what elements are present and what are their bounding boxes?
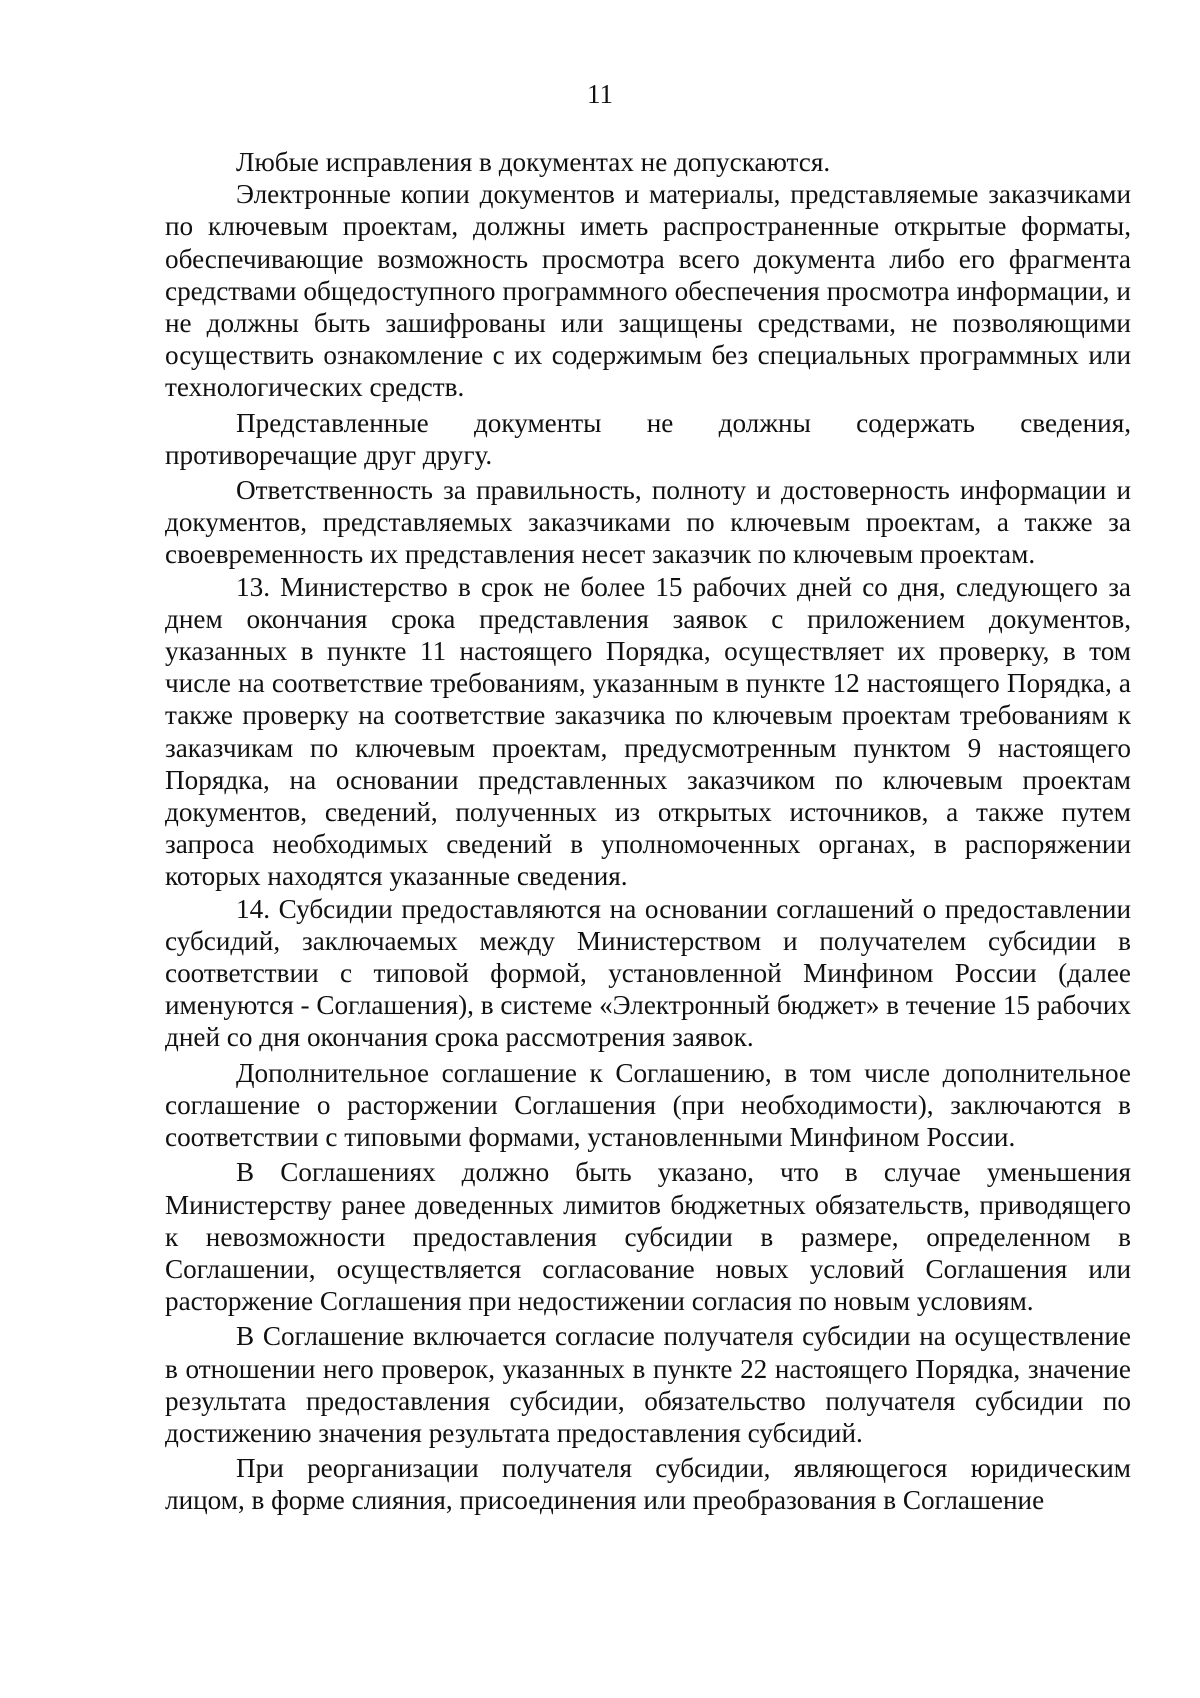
paragraph: В Соглашение включается согласие получателя субсидии на осуществление в отношении него проверок, указанных в пункте 22 настоящего Порядка, значение результата предоставления субсидии, обязательство получателя субсидии по достижению значения результата предоставления субсидий. xyxy=(165,1321,1131,1448)
document-body xyxy=(165,146,1131,1517)
paragraph: Представленные документы не должны содержать сведения, противоречащие друг другу. xyxy=(165,407,1131,470)
page-number: 11 xyxy=(587,79,613,109)
paragraph: Ответственность за правильность, полноту и достоверность информации и документов, представляемых заказчиками по ключевым проектам, а также за своевременность их представления несет заказчик по ключевым проектам. xyxy=(165,475,1131,570)
paragraph: Дополнительное соглашение к Соглашению, в том числе дополнительное соглашение о расторжении Соглашения (при необходимости), заключаются в соответствии с типовыми формами, установленными Минфином России. xyxy=(165,1057,1131,1153)
paragraph: Электронные копии документов и материалы, представляемые заказчиками по ключевым проектам, должны иметь распространенные открытые форматы, обеспечивающие возможность просмотра всего документа либо его фрагмента средствами общедоступного программного обеспечения просмотра информации, и не должны быть зашифрованы или защищены средствами, не позволяющими осуществить ознакомление с их содержимым без специальных программных или технологических средств. xyxy=(165,179,1131,403)
paragraph: 14. Субсидии предоставляются на основании соглашений о предоставлении субсидий, заключаемых между Министерством и получателем субсидии в соответствии с типовой формой, установленной Минфином России (далее именуются - Соглашения), в системе «Электронный бюджет» в течение 15 рабочих дней со дня окончания срока рассмотрения заявок. xyxy=(165,893,1132,1053)
paragraph: 13. Министерство в срок не более 15 рабочих дней со дня, следующего за днем окончания срока представления заявок с приложением документов, указанных в пункте 11 настоящего Порядка, осуществляет их проверку, в том числе на соответствие требованиям, указанным в пункте 12 настоящего Порядка, а также проверку на соответствие заказчика по ключевым проектам требованиям к заказчикам по ключевым проектам, предусмотренным пунктом 9 настоящего Порядка, на основании представленных заказчиком по ключевым проектам документов, сведений, полученных из открытых источников, а также путем запроса необходимых сведений в уполномоченных органах, в распоряжении которых находятся указанные сведения. xyxy=(165,571,1131,892)
paragraph: В Соглашениях должно быть указано, что в случае уменьшения Министерству ранее доведенных лимитов бюджетных обязательств, приводящего к невозможности предоставления субсидии в размере, определенном в Соглашении, осуществляется согласование новых условий Соглашения или расторжение Соглашения при недостижении согласия по новым условиям. xyxy=(165,1157,1131,1317)
paragraph: При реорганизации получателя субсидии, являющегося юридическим лицом, в форме слияния, присоединения или преобразования в Соглашение xyxy=(165,1453,1131,1516)
paragraph: Любые исправления в документах не допускаются. xyxy=(236,147,831,177)
